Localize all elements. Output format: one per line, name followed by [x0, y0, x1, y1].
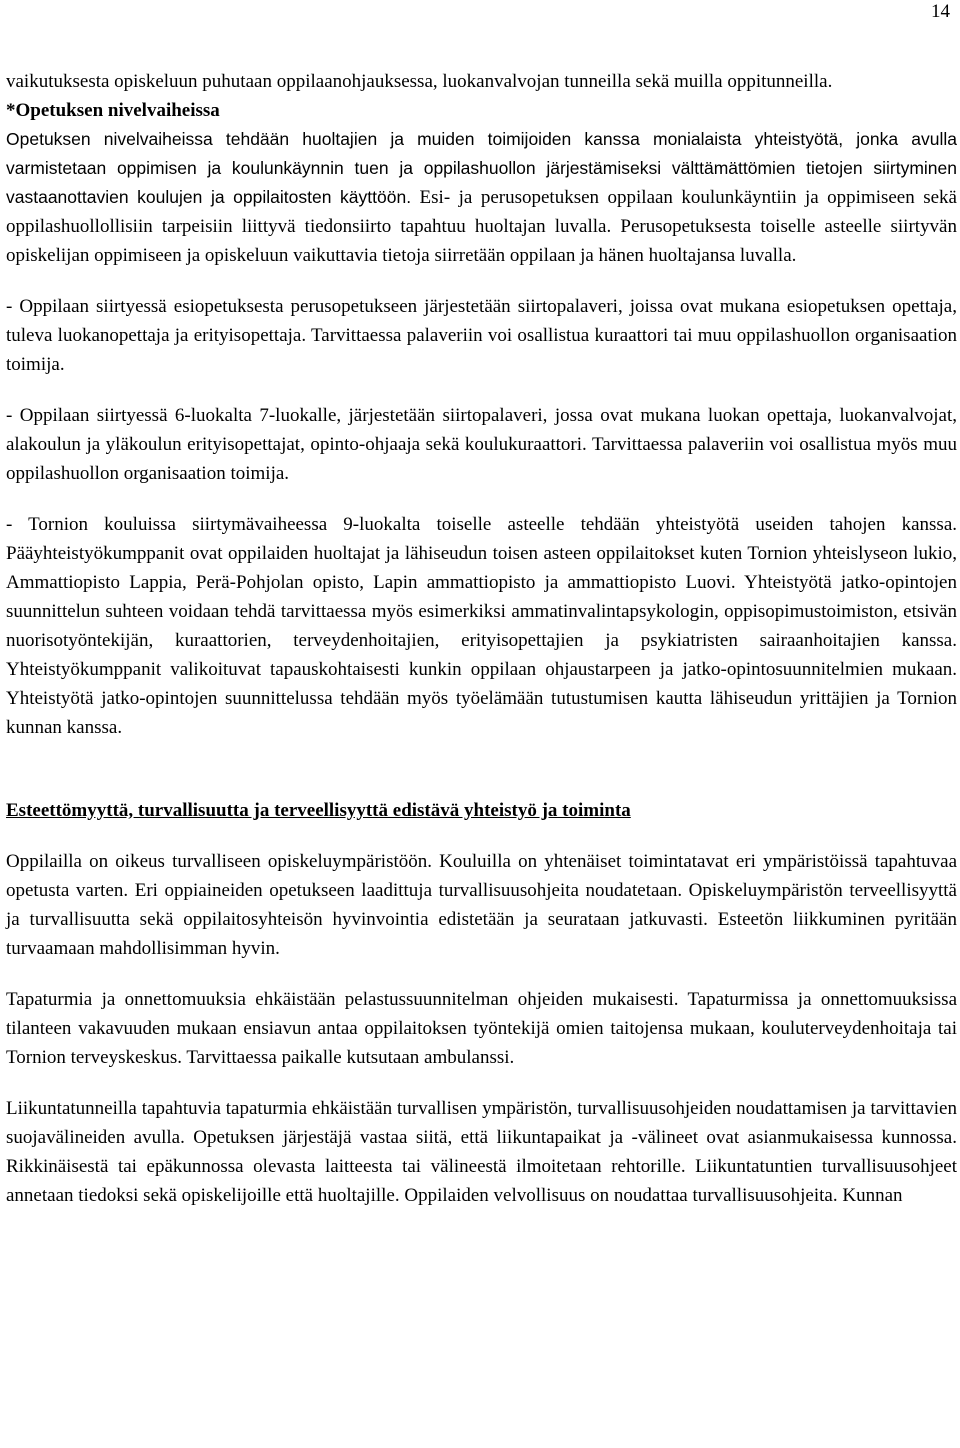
paragraph-accident-prevention: Tapaturmia ja onnettomuuksia ehkäistään pelastussuunnitelman ohjeiden mukaisesti. Tapaturmissa ja onnettomuuksissa tilanteen vakavuuden mukaan ensiavun antaa oppilaitoksen työntekijä omien taitojensa mukaan, kouluterveydenhoitaja tai Tornion terveyskeskus. Tarvittaessa paikalle kutsutaan ambulanssi. [6, 989, 957, 1068]
paragraph-safe-environment: Oppilailla on oikeus turvalliseen opiskeluympäristöön. Kouluilla on yhtenäiset toimintatavat eri ympäristöissä tapahtuvaa opetusta varten. Eri oppiaineiden opetukseen laadittuja turvallisuusohjeita noudatetaan. Opiskeluympäristön terveellisyyttä ja turvallisuutta sekä oppilaitosyhteisön hyvinvointia edistetään ja seurataan jatkuvasti. Esteetön liikkuminen pyritään turvaamaan mahdollisimman hyvin. [6, 851, 957, 959]
spacer [6, 742, 957, 796]
paragraph-transition-phases [6, 125, 957, 270]
page-number: 14 [931, 1, 950, 22]
spacer [6, 270, 957, 292]
paragraph-transition-serif-text: Esi- ja perusopetuksen oppilaan koulunkäyntiin ja oppimiseen sekä oppilashuollollisiin tarpeisiin liittyvä tiedonsiirto tapahtuu huoltajan luvalla. [6, 187, 957, 237]
spacer [6, 825, 957, 847]
paragraph-preschool-transition: - Oppilaan siirtyessä esiopetuksesta perusopetukseen järjestetään siirtopalaveri, joissa ovat mukana esiopetuksen opettaja, tuleva luokanopettaja ja erityisopettaja. Tarvittaessa palaveriin voi osallistua kuraattori tai muu oppilashuollon organisaation toimija. [6, 296, 957, 375]
section-heading-transition-phases: *Opetuksen nivelvaiheissa [6, 100, 220, 121]
paragraph-grade6-transition: - Oppilaan siirtyessä 6-luokalta 7-luokalle, järjestetään siirtopalaveri, jossa ovat mukana luokan opettaja, luokanvalvojat, alakoulun ja yläkoulun erityisopettajat, opinto-ohjaaja sekä koulukuraattori. Tarvittaessa palaveriin voi osallistua myös muu oppilashuollon organisaation toimija. [6, 405, 957, 484]
spacer [6, 488, 957, 510]
paragraph-transition-rest-text: Perusopetuksesta toiselle asteelle siirtyvän opiskelijan oppimiseen ja opiskeluun vaikuttavia tietoja siirretään oppilaan ja hänen huoltajansa luvalla. [6, 216, 957, 266]
paragraph-transition-sans-text: Opetuksen nivelvaiheissa tehdään huoltajien ja muiden toimijoiden kanssa monialaista yhteistyötä, jonka avulla varmistetaan oppimisen ja koulunkäynnin tuen ja oppilashuollon järjestämiseksi välttämättömien tietojen siirtyminen vastaanottavien koulujen ja oppilaitosten käyttöön. [6, 129, 957, 207]
spacer [6, 963, 957, 985]
paragraph-intro: vaikutuksesta opiskeluun puhutaan oppilaanohjauksessa, luokanvalvojan tunneilla sekä muilla oppitunneilla. [6, 71, 833, 92]
spacer [6, 1072, 957, 1094]
paragraph-pe-safety: Liikuntatunneilla tapahtuvia tapaturmia ehkäistään turvallisen ympäristön, turvallisuusohjeiden noudattamisen ja tarvittavien suojavälineiden avulla. Opetuksen järjestäjä vastaa siitä, että liikuntapaikat ja -välineet ovat asianmukaisessa kunnossa. Rikkinäisestä tai epäkunnossa olevasta laitteesta tai välineestä ilmoitetaan rehtorille. Liikuntatuntien turvallisuusohjeet annetaan tiedoksi sekä opiskelijoille että huoltajille. Oppilaiden velvollisuus on noudattaa turvallisuusohjeita. Kunnan [6, 1098, 957, 1206]
document-body [6, 67, 957, 1210]
section-heading-safety: Esteettömyyttä, turvallisuutta ja terveellisyyttä edistävä yhteistyö ja toiminta [6, 800, 631, 821]
paragraph-grade9-transition: - Tornion kouluissa siirtymävaiheessa 9-luokalta toiselle asteelle tehdään yhteistyötä useiden tahojen kanssa. Pääyhteistyökumppanit ovat oppilaiden huoltajat ja lähiseudun toisen asteen oppilaitokset kuten Tornion yhteislyseon lukio, Ammattiopisto Lappia, Perä-Pohjolan opisto, Lapin ammattiopisto ja ammattiopisto Luovi. Yhteistyötä jatko-opintojen suunnittelun suhteen voidaan tehdä tarvittaessa myös esimerkiksi ammatinvalintapsykologin, oppisopimustoimiston, etsivän nuorisotyöntekijän, kuraattorien, terveydenhoitajien, erityisopettajien ja psykiatristen sairaanhoitajien kanssa. Yhteistyökumppanit valikoituvat tapauskohtaisesti kunkin oppilaan ohjaustarpeen ja jatko-opintosuunnitelmien mukaan. Yhteistyötä jatko-opintojen suunnittelussa tehdään myös työelämään tutustumisen kautta lähiseudun yrittäjien ja Tornion kunnan kanssa. [6, 514, 957, 738]
spacer [6, 379, 957, 401]
